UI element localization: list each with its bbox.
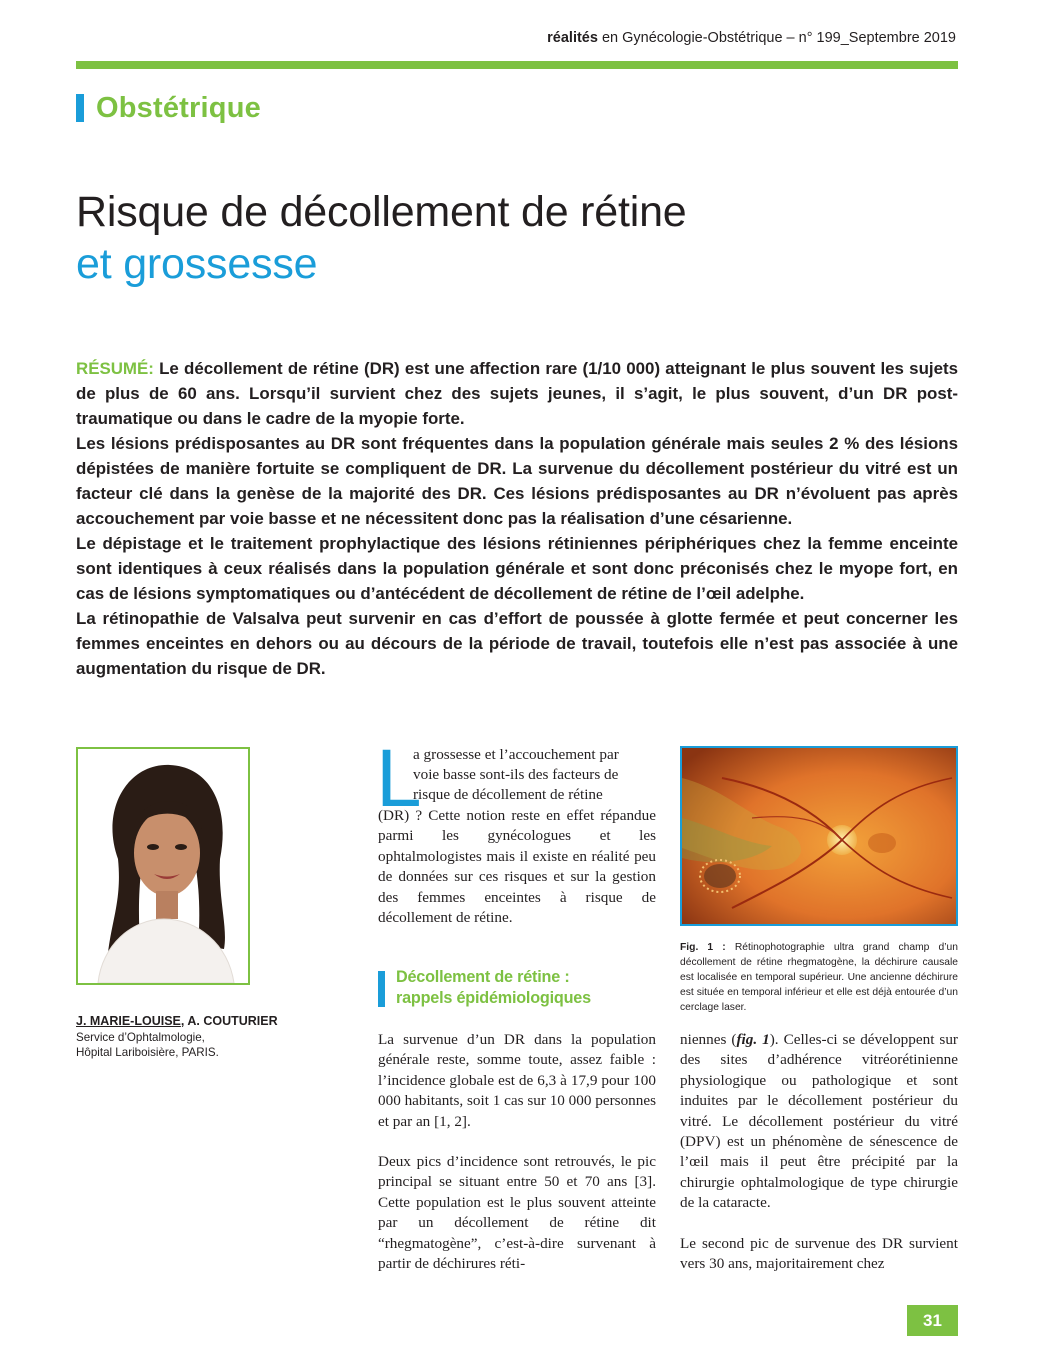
- section-label: Obstétrique: [96, 91, 261, 124]
- header-rule: [76, 61, 958, 69]
- subheading-bar: [378, 971, 385, 1007]
- abstract: [76, 356, 958, 681]
- figure-caption: [680, 940, 958, 1015]
- journal-name: réalités: [547, 30, 598, 46]
- column-3-paragraph-2: Le second pic de survenue des DR survient vers 30 ans, majoritairement chez: [680, 1234, 958, 1273]
- column-3-text-end: ). Celles-ci se développent sur des sites d’adhérence vitréorétinienne physiologique ou pathologique et sont induites par le décollement postérieur du vitré. Le décollement postérieur du vitré (DPV) est un phénomène de sénescence de l’œil mais il peut être précipité par la chirurgie ophtalmologique de type chirurgie de la cataracte.: [680, 1031, 958, 1212]
- affiliation-line-2: Hôpital Lariboisière, PARIS.: [76, 1046, 219, 1059]
- column-3: [680, 1030, 958, 1274]
- column-2-paragraph-1: La survenue d’un DR dans la population générale reste, somme toute, assez faible : l’incidence globale est de 6,3 à 17,9 pour 100 000 habitants, soit 1 cas sur 10 000 personnes et par an [1, 2].: [378, 1031, 656, 1130]
- intro-line-2: voie basse sont-ils des facteurs de: [413, 766, 619, 783]
- intro-line-1: a grossesse et l’accouchement par: [413, 746, 619, 763]
- subheading: [378, 967, 591, 1009]
- intro-paragraph: [378, 806, 656, 928]
- author-photo: [76, 747, 250, 985]
- section-heading: [76, 88, 261, 128]
- figure-label: Fig. 1 :: [680, 942, 726, 953]
- author-2: A. COUTURIER: [187, 1014, 278, 1028]
- intro-line-3: risque de décollement de rétine: [413, 786, 603, 803]
- running-header: [547, 30, 956, 46]
- abstract-paragraph-2: Les lésions prédisposantes au DR sont fréquentes dans la population générale mais seules 2 % des lésions dépistées de manière fortuite se compliquent de DR. La survenue du décollement postérieur du vitré est un facteur clé dans la genèse de la majorité des DR. Ces lésions prédisposantes au DR n’évoluent pas après accouchement par voie basse et ne nécessitent donc pas la réalisation d’une césarienne.: [76, 434, 958, 528]
- section-bar: [76, 94, 84, 122]
- author-separator: ,: [180, 1014, 188, 1028]
- affiliation-line-1: Service d’Ophtalmologie,: [76, 1031, 205, 1044]
- figure-caption-text: Rétinophotographie ultra grand champ d’un décollement de rétine rhegmatogène, la déchirure causale est localisée en temporal supérieur. Une ancienne déchirure est située en temporal inférieur et elle est déjà entourée d’un cerclage laser.: [680, 942, 958, 1013]
- column-2: [378, 1030, 656, 1274]
- affiliation: [76, 1030, 219, 1060]
- column-2-paragraph-2: Deux pics d’incidence sont retrouvés, le pic principal se situant entre 50 et 70 ans [3]. Cette population est le plus souvent atteinte par un décollement de rétine dit “rhegmatogène”, c’est-à-dire survenant à partir de déchirures réti-: [378, 1153, 656, 1273]
- abstract-paragraph-1: [76, 356, 958, 431]
- author-1: J. MARIE-LOUISE: [76, 1014, 181, 1028]
- retina-fundus-photo-icon: [682, 748, 956, 924]
- figure-reference: fig. 1: [736, 1031, 770, 1048]
- figure-image: [680, 746, 958, 926]
- abstract-paragraph-4: La rétinopathie de Valsalva peut survenir en cas d’effort de poussée à glotte fermée et peut concerner les femmes enceintes en dehors ou au décours de la période de travail, toutefois elle n’est pas associée à une augmentation du risque de DR.: [76, 609, 958, 678]
- column-3-text-start: niennes (: [680, 1031, 737, 1048]
- page-number: 31: [907, 1305, 958, 1336]
- article-title: [76, 186, 687, 290]
- portrait-photo-icon: [78, 749, 248, 983]
- subheading-line-2: rappels épidémiologiques: [396, 989, 591, 1007]
- abstract-label: RÉSUMÉ:: [76, 359, 154, 378]
- author-names: [76, 1014, 278, 1028]
- abstract-paragraph-3: Le dépistage et le traitement prophylactique des lésions rétiniennes périphériques chez la femme enceinte sont identiques à ceux réalisés dans la population générale et sont donc préconisés chez le myope fort, en cas de lésions symptomatiques ou d’antécédent de décollement de rétine de l’œil adelphe.: [76, 534, 958, 603]
- subheading-text: [396, 967, 591, 1009]
- abstract-text-1: Le décollement de rétine (DR) est une affection rare (1/10 000) atteignant le plus souvent les sujets de plus de 60 ans. Lorsqu’il survient chez des sujets jeunes, il s’agit, le plus souvent, d’un DR post-traumatique ou dans le cadre de la myopie forte.: [76, 359, 958, 428]
- drop-cap: L: [376, 733, 422, 824]
- title-line-1: Risque de décollement de rétine: [76, 188, 687, 236]
- column-3-paragraph-1: [680, 1030, 958, 1214]
- issue-info: en Gynécologie-Obstétrique – n° 199_Septembre 2019: [597, 30, 956, 46]
- title-line-2: et grossesse: [76, 240, 318, 288]
- subheading-line-1: Décollement de rétine :: [396, 968, 570, 986]
- intro-text: (DR) ? Cette notion reste en effet répandue parmi les gynécologues et les ophtalmologistes mais il existe en réalité peu de données sur ces risques et sur la gestion des femmes enceintes à risque de décollement de rétine.: [378, 807, 656, 927]
